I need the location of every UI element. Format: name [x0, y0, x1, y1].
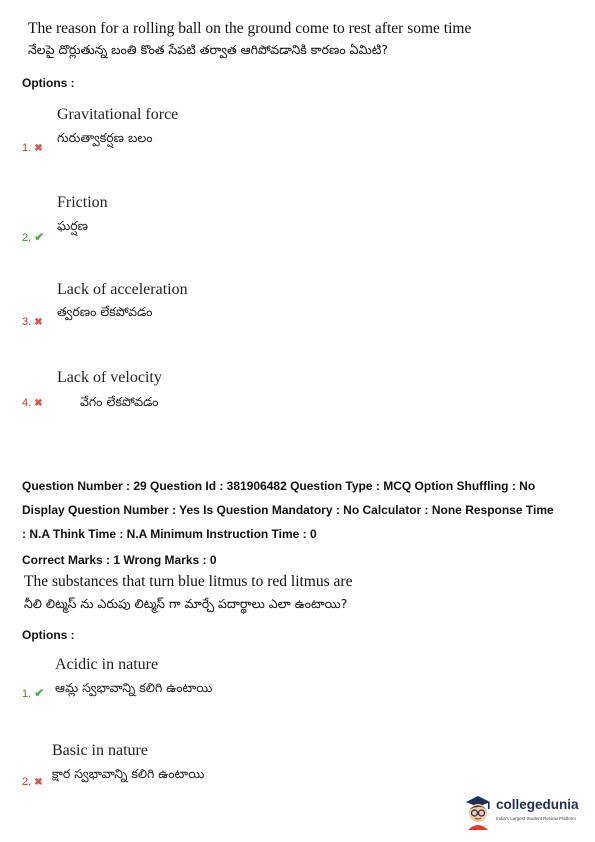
- option-4-english: Lack of velocity: [57, 369, 162, 386]
- option-2-number: 2. ✔: [22, 230, 45, 244]
- option-1-number: 1. ✖: [22, 142, 43, 154]
- option-1-telugu: ఆమ్ల స్వభావాన్ని కలిగి ఉంటాయి: [55, 680, 213, 695]
- wrong-icon: ✖: [34, 317, 43, 328]
- option-3-english: Lack of acceleration: [57, 281, 188, 298]
- option-2-english: Friction: [57, 194, 108, 211]
- option-3-telugu: త్వరణం లేకపోవడం: [57, 304, 153, 319]
- wrong-icon: ✖: [34, 777, 43, 788]
- wrong-icon: ✖: [34, 398, 43, 409]
- wrong-icon: ✖: [34, 143, 43, 154]
- option-1-english: Acidic in nature: [55, 656, 159, 673]
- question-text-english: The reason for a rolling ball on the ground come to rest after some time: [28, 20, 472, 37]
- question-text-english: The substances that turn blue litmus to red litmus are: [24, 573, 353, 590]
- logo-tagline: India's Largest Student Review Platform: [496, 816, 576, 821]
- option-2-number: 2. ✖: [22, 776, 43, 788]
- question-meta-line-1: Question Number : 29 Question Id : 381906482 Question Type : MCQ Option Shuffling : No: [22, 479, 536, 493]
- question-text-telugu: నీలి లిట్మస్ ను ఎరుపు లిట్మస్ గా మార్చే పదార్థాలు ఎలా ఉంటాయి?: [24, 596, 348, 611]
- correct-icon: ✔: [34, 230, 45, 244]
- question-text-telugu: నేలపై దొర్లుతున్న బంతి కొంత సేపటి తర్వాత ఆగిపోవడానికి కారణం ఏమిటి?: [28, 42, 389, 57]
- logo-wordmark: collegedunia: [496, 797, 579, 812]
- collegedunia-logo-icon: [462, 792, 494, 830]
- options-label: Options :: [22, 628, 75, 642]
- question-meta-line-2: Display Question Number : Yes Is Question Mandatory : No Calculator : None Response Time: [22, 503, 554, 517]
- option-4-number: 4. ✖: [22, 397, 43, 409]
- correct-icon: ✔: [34, 686, 45, 700]
- option-2-english: Basic in nature: [52, 742, 148, 759]
- option-3-number: 3. ✖: [22, 316, 43, 328]
- option-2-telugu: క్షార స్వభావాన్ని కలిగి ఉంటాయి: [52, 766, 205, 781]
- options-label: Options :: [22, 76, 75, 90]
- question-meta-line-3: : N.A Think Time : N.A Minimum Instruction Time : 0: [22, 527, 317, 541]
- question-marks: Correct Marks : 1 Wrong Marks : 0: [22, 553, 217, 567]
- option-2-telugu: ఘర్షణ: [57, 218, 88, 233]
- option-1-english: Gravitational force: [57, 106, 179, 123]
- option-4-telugu: వేగం లేకపోవడం: [80, 394, 159, 409]
- option-1-number: 1. ✔: [22, 686, 45, 700]
- option-1-telugu: గురుత్వాకర్షణ బలం: [57, 130, 153, 145]
